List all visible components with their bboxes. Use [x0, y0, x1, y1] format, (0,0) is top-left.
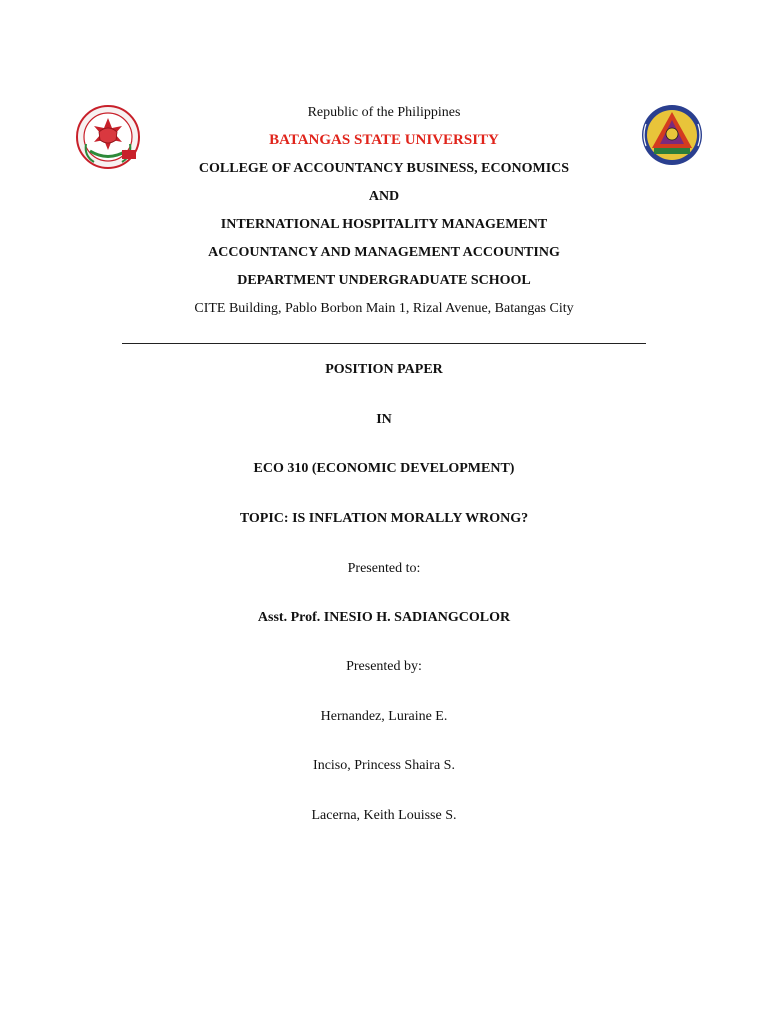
presented-by-label: Presented by:: [346, 659, 422, 674]
college-line-1: COLLEGE OF ACCOUNTANCY BUSINESS, ECONOMICS: [198, 161, 570, 176]
presented-to-label: Presented to:: [347, 561, 421, 576]
professor-name: Asst. Prof. INESIO H. SADIANGCOLOR: [257, 610, 511, 625]
in-line: IN: [376, 412, 392, 427]
address-line: CITE Building, Pablo Borbon Main 1, Rizal Avenue, Batangas City: [194, 301, 574, 316]
header-divider: [122, 343, 646, 344]
author-name: Lacerna, Keith Louisse S.: [311, 808, 457, 823]
department-line-1: ACCOUNTANCY AND MANAGEMENT ACCOUNTING: [208, 245, 560, 260]
university-name: BATANGAS STATE UNIVERSITY: [269, 132, 499, 148]
college-line-2: INTERNATIONAL HOSPITALITY MANAGEMENT: [220, 217, 548, 232]
republic-line: Republic of the Philippines: [307, 105, 461, 120]
author-name: Inciso, Princess Shaira S.: [313, 758, 455, 773]
document-type: POSITION PAPER: [325, 362, 443, 377]
author-name: Hernandez, Luraine E.: [320, 709, 448, 724]
topic-line: TOPIC: IS INFLATION MORALLY WRONG?: [239, 511, 529, 526]
department-line-2: DEPARTMENT UNDERGRADUATE SCHOOL: [237, 273, 531, 288]
and-line: AND: [368, 189, 400, 204]
course-title: ECO 310 (ECONOMIC DEVELOPMENT): [253, 461, 515, 476]
